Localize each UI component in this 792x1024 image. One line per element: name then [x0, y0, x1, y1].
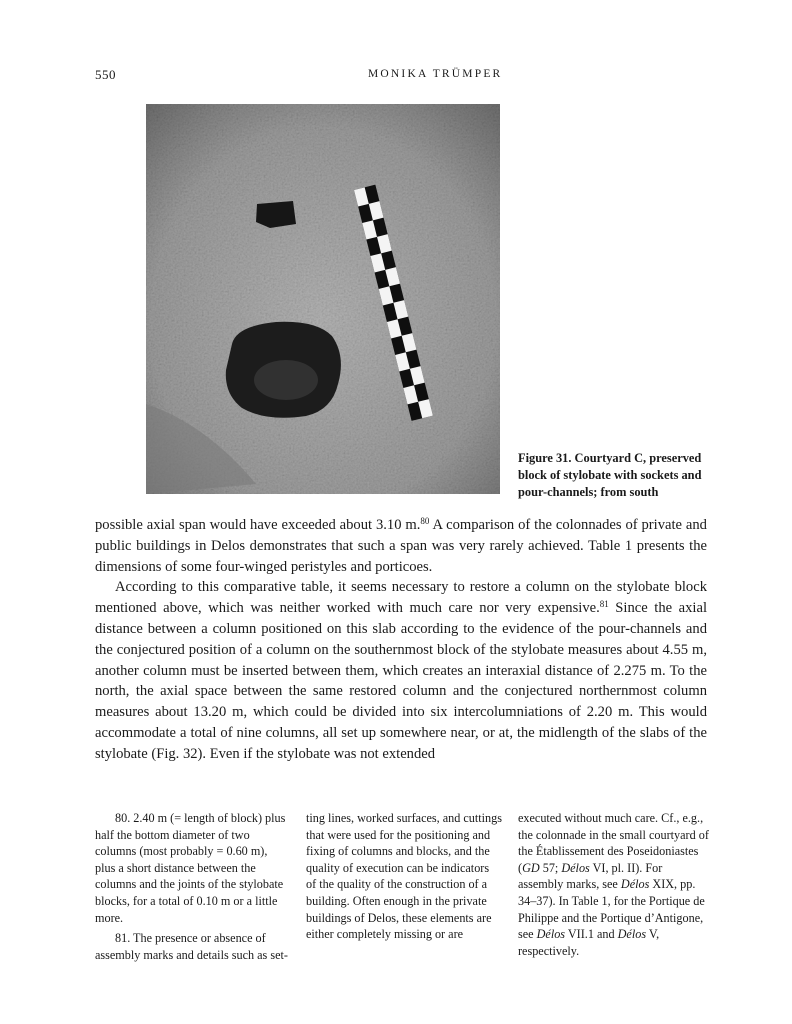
footnote-81: 81. The presence or absence of assembly marks and details such as set-	[95, 931, 288, 962]
paragraph: possible axial span would have exceeded about 3.10 m.$^{80}$ A comparison of the colonnades of private and public buildings in Delos demonstrates that such a span was very rarely achieved. Table 1 presents the dimensions of some four-winged peristyles and porticoes.	[95, 516, 707, 575]
socket-interior	[254, 360, 318, 400]
footnote-column	[306, 810, 502, 943]
footnote-80: 80. 2.40 m (= length of block) plus half the bottom diameter of two columns (most probably = 0.60 m), plus a short distance between the columns and the joints of the stylobate blocks, for a total of 0.10 m or a little more.	[95, 811, 286, 925]
figure-photo	[146, 104, 500, 494]
footnote-column	[518, 810, 710, 959]
footnote-ref[interactable]: 81	[599, 599, 609, 610]
page-number: 550	[95, 67, 116, 82]
body-text	[95, 515, 707, 765]
figure-caption: Figure 31. Courtyard C, preserved block of stylobate with sockets and pour-channels; from south	[518, 451, 702, 499]
small-socket	[256, 201, 296, 228]
footnote-81-continued: executed without much care. Cf., e.g., the colonnade in the small courtyard of the Établissement des Poseidoniastes (GD 57; Délos VI, pl. II). For assembly marks, see Délos XIX, pp. 34–37). In Table 1, for the Portique de Philippe and the Portique d’Antigone, see Délos VII.1 and Délos V, respectively.	[518, 811, 709, 958]
paragraph: According to this comparative table, it seems necessary to restore a column on the stylobate block mentioned above, which was neither worked with much care nor very expensive.$^{81}$ Since the axial distance between a column positioned on this slab according to the evidence of the pour-channels and the conjectured position of a column on the southernmost block of the stylobate measures about 4.55 m, another column must be inserted between them, which creates an interaxial distance of 2.275 m. To the north, the axial space between the same restored column and the conjectured northernmost column measures about 13.20 m, which could be divided into six intercolumniations of 2.20 m. This would accommodate a total of nine columns, all set up somewhere near, or at, the midlength of the slabs of the stylobate (Fig. 32). Even if the stylobate was not extended	[95, 579, 708, 762]
footnote-81-continued: ting lines, worked surfaces, and cuttings that were used for the positioning and fixing of columns and blocks, and the quality of execution can be indicators of the quality of the construction of a building. Often enough in the private buildings of Delos, these elements are either completely missing or are	[306, 811, 502, 942]
footnote-column	[95, 810, 290, 963]
running-head: MONIKA TRÜMPER	[368, 68, 503, 80]
footnote-ref[interactable]: 80	[420, 516, 430, 526]
